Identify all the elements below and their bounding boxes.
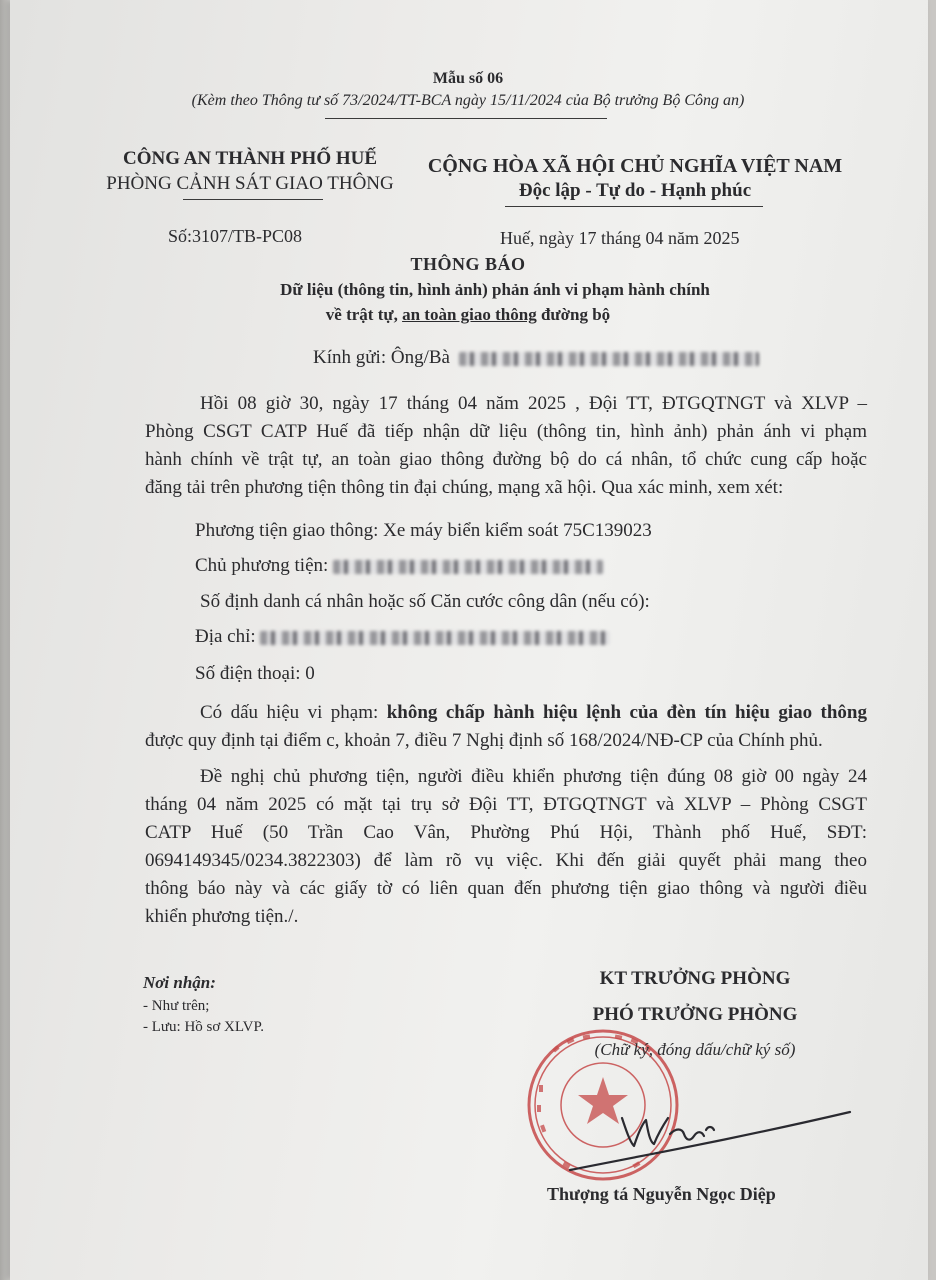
form-reference: (Kèm theo Thông tư số 73/2024/TT-BCA ngày 15/11/2024 của Bộ trưởng Bộ Công an) [191,92,745,109]
request-line: CATP Huế (50 Trần Cao Vân, Phường Phú Hội, Thành phố Huế, SĐT: [145,822,867,843]
id-field: Số định danh cá nhân hoặc số Căn cước công dân (nếu có): [200,591,650,612]
intro-line: đăng tải trên phương tiện thông tin đại chúng, mạng xã hội. Qua xác minh, xem xét: [145,477,784,498]
phone-field: Số điện thoại: 0 [195,663,315,684]
handwritten-signature-icon [560,1090,860,1180]
signature-title-1: KT TRƯỞNG PHÒNG [599,968,791,989]
signer-name: Thượng tá Nguyễn Ngọc Diệp [547,1184,776,1204]
request-line: 0694149345/0234.3822303) để làm rõ vụ việc. Khi đến giải quyết phải mang theo [145,850,867,871]
receiver-item: - Như trên; [143,998,210,1014]
receiver-item: - Lưu: Hồ sơ XLVP. [143,1019,264,1035]
request-line: tháng 04 năm 2025 có mặt tại trụ sở Đội TT, ĐTGQTNGT và XLVP – Phòng CSGT [145,794,867,815]
redacted-recipient-name [459,352,759,366]
recipient-line [313,347,759,369]
signature-title-2: PHÓ TRƯỞNG PHÒNG [592,1004,798,1025]
intro-line: Phòng CSGT CATP Huế đã tiếp nhận dữ liệu (thông tin, hình ảnh) phản ánh vi phạm [145,421,867,442]
recipient-label: Kính gửi: Ông/Bà [313,347,450,368]
form-number: Mẫu số 06 [432,70,504,87]
vehicle-field: Phương tiện giao thông: Xe máy biển kiểm soát 75C139023 [195,520,652,541]
owner-field [195,555,603,577]
intro-paragraph [145,390,867,502]
signature-note: (Chữ ký, đóng dấu/chữ ký số) [594,1040,796,1059]
violation-line: Có dấu hiệu vi phạm: không chấp hành hiệu lệnh của đèn tín hiệu giao thông [200,702,867,723]
motto-underline [505,206,763,207]
nation-line-1: CỘNG HÒA XÃ HỘI CHỦ NGHĨA VIỆT NAM [427,155,843,177]
owner-label: Chủ phương tiện: [195,555,329,576]
request-paragraph [145,763,867,931]
org-line-1: CÔNG AN THÀNH PHỐ HUẾ [122,148,378,169]
org-underline [183,199,323,200]
request-line: thông báo này và các giấy tờ có liên quan đến phương tiện giao thông và người điều [145,878,867,899]
receivers-heading: Nơi nhận: [143,973,216,992]
intro-line: Hồi 08 giờ 30, ngày 17 tháng 04 năm 2025 , Đội TT, ĐTGQTNGT và XLVP – [200,393,867,414]
request-line: Đề nghị chủ phương tiện, người điều khiển phương tiện đúng 08 giờ 00 ngày 24 [200,766,867,787]
nation-motto: Độc lập - Tự do - Hạnh phúc [518,180,752,201]
address-label: Địa chỉ: [195,626,256,647]
redacted-owner-name [333,560,603,574]
violation-legal-basis: được quy định tại điểm c, khoản 7, điều 7 Nghị định số 168/2024/NĐ-CP của Chính phủ. [145,730,823,751]
violation-paragraph [145,699,867,755]
notice-title: THÔNG BÁO [410,254,526,274]
org-line-2: PHÒNG CẢNH SÁT GIAO THÔNG [106,173,394,194]
form-underline [325,118,607,119]
notice-subtitle-2: về trật tự, an toàn giao thông đường bộ [325,305,611,324]
intro-line: hành chính về trật tự, an toàn giao thông đường bộ do cá nhân, tổ chức cung cấp hoặc [145,449,867,470]
address-field [195,626,610,648]
place-date: Huế, ngày 17 tháng 04 năm 2025 [500,228,740,248]
redacted-address [260,631,610,645]
request-line: khiển phương tiện./. [145,906,299,927]
notice-subtitle-1: Dữ liệu (thông tin, hình ảnh) phản ánh vi phạm hành chính [280,280,710,299]
document-number: Số:3107/TB-PC08 [168,226,303,246]
